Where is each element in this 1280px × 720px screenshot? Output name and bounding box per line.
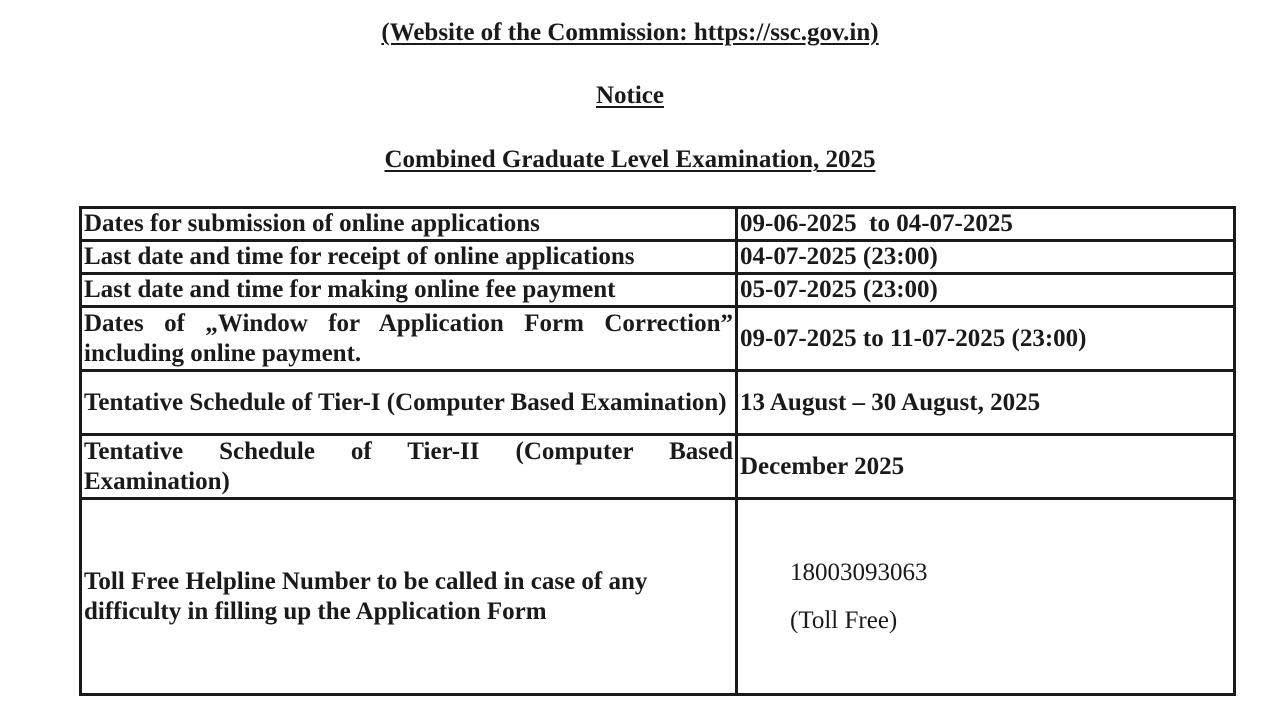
schedule-table: [79, 206, 1236, 696]
helpline-label: Toll Free Helpline Number to be called in case of any difficulty in filling up the Application Form: [81, 499, 737, 695]
row-value: 04-07-2025 (23:00): [737, 241, 1235, 274]
table-row: [81, 435, 1235, 499]
row-value: 09-07-2025 to 11-07-2025 (23:00): [737, 307, 1235, 371]
row-value: December 2025: [737, 435, 1235, 499]
notice-heading: Notice: [595, 82, 665, 109]
row-label: Last date and time for receipt of online applications: [81, 241, 737, 274]
row-label: Dates of „Window for Application Form Correction” including online payment.: [81, 307, 737, 371]
website-line: (Website of the Commission: https://ssc.gov.in): [381, 19, 879, 46]
helpline-row: [81, 499, 1235, 695]
table-row: [81, 274, 1235, 307]
helpline-note: (Toll Free): [790, 606, 898, 634]
row-value: 05-07-2025 (23:00): [737, 274, 1235, 307]
helpline-number: 18003093063: [790, 558, 928, 586]
table-row: [81, 241, 1235, 274]
table-row: [81, 307, 1235, 371]
helpline-cell: [737, 499, 1235, 695]
table-row: [81, 371, 1235, 435]
table-row: [81, 208, 1235, 241]
row-label: Last date and time for making online fee payment: [81, 274, 737, 307]
row-label: Dates for submission of online applications: [81, 208, 737, 241]
row-value: 13 August – 30 August, 2025: [737, 371, 1235, 435]
row-label: Tentative Schedule of Tier-II (Computer Based Examination): [81, 435, 737, 499]
row-value: 09-06-2025 to 04-07-2025: [737, 208, 1235, 241]
row-label: Tentative Schedule of Tier-I (Computer Based Examination): [81, 371, 737, 435]
exam-title: Combined Graduate Level Examination, 2025: [384, 146, 876, 173]
